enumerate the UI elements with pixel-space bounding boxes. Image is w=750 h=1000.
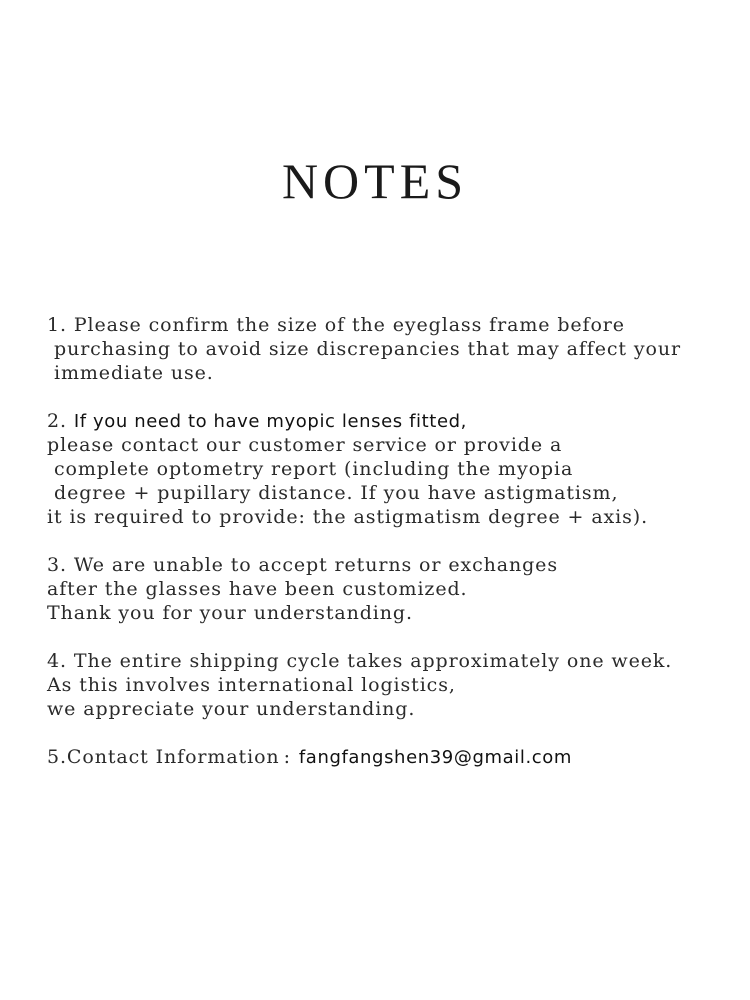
notes-list xyxy=(47,313,737,769)
page-title: NOTES xyxy=(281,153,469,209)
spacer xyxy=(47,721,737,745)
note-2 xyxy=(47,409,737,529)
note-1-line-2: purchasing to avoid size discrepancies that may affect your xyxy=(54,338,681,360)
note-5-line-1 xyxy=(47,745,737,769)
note-3-line-2: after the glasses have been customized. xyxy=(47,578,468,600)
note-3-line-1: 3. We are unable to accept returns or exchanges xyxy=(47,554,558,576)
note-4-line-3: we appreciate your understanding. xyxy=(47,698,416,720)
note-4-line-1: 4. The entire shipping cycle takes approximately one week. xyxy=(47,650,673,672)
note-2-line-4: degree + pupillary distance. If you have astigmatism, xyxy=(54,482,619,504)
note-1 xyxy=(47,313,737,385)
note-2-line-3: complete optometry report (including the myopia xyxy=(54,458,574,480)
note-3 xyxy=(47,553,737,625)
note-2-emphasis: If you need to have myopic lenses fitted, xyxy=(73,411,467,432)
contact-email[interactable]: fangfangshen39@gmail.com xyxy=(298,747,573,768)
spacer xyxy=(47,625,737,649)
note-2-line-1 xyxy=(47,409,737,433)
note-2-line-2: please contact our customer service or provide a xyxy=(47,434,563,456)
note-3-line-3: Thank you for your understanding. xyxy=(47,602,413,624)
contact-label: 5.Contact Information xyxy=(47,746,280,768)
contact-separator: : xyxy=(283,746,291,768)
note-2-line-5: it is required to provide: the astigmatism degree + axis). xyxy=(47,506,649,528)
note-2-prefix: 2. xyxy=(47,410,74,432)
spacer xyxy=(47,385,737,409)
note-1-line-3: immediate use. xyxy=(54,362,214,384)
spacer xyxy=(47,529,737,553)
note-4 xyxy=(47,649,737,721)
note-5 xyxy=(47,745,737,769)
note-4-line-2: As this involves international logistics, xyxy=(47,674,456,696)
note-1-line-1: 1. Please confirm the size of the eyeglass frame before xyxy=(47,314,625,336)
